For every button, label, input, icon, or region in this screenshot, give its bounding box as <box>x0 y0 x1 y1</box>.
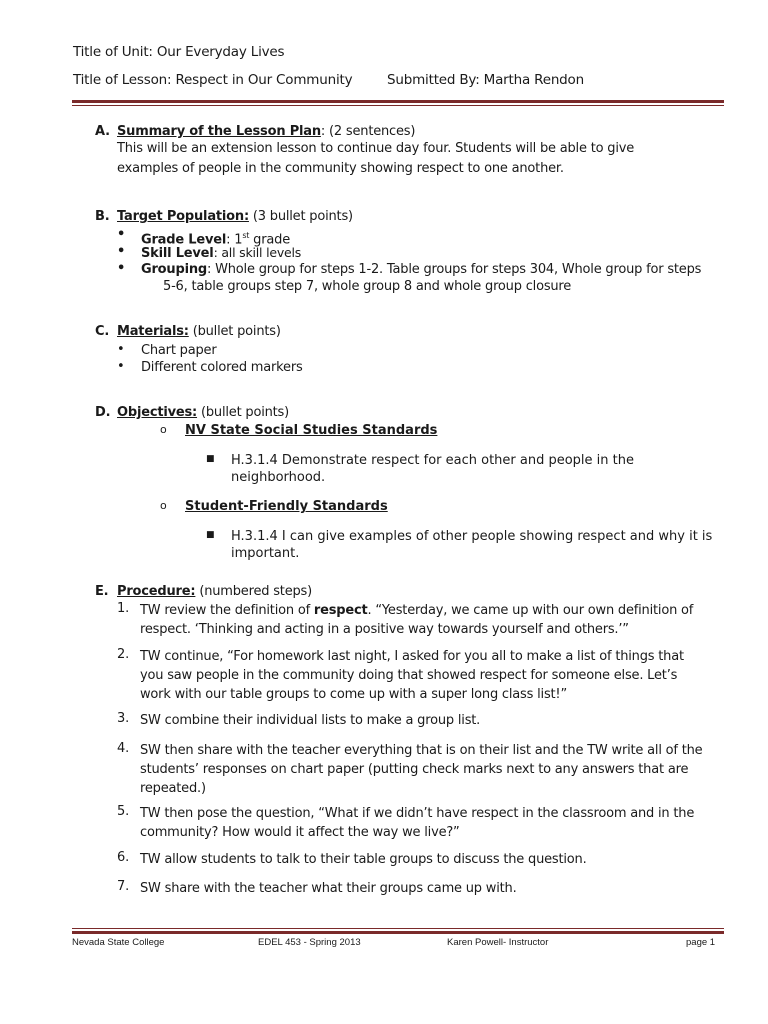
section-a-summary: This will be an extension lesson to continue day four. Students will be able to give examples of people in the community showing respect to one another. <box>117 141 635 176</box>
section-c-heading: C. Materials: (bullet points) <box>95 324 281 339</box>
footer-college: Nevada State College <box>72 937 165 948</box>
lesson-title-row <box>73 72 713 88</box>
section-a-heading: A. Summary of the Lesson Plan: (2 sentences) <box>95 124 416 139</box>
submitted-by: Submitted By: Martha Rendon <box>387 72 584 88</box>
unit-title: Title of Unit: Our Everyday Lives <box>73 44 285 60</box>
header-rule-thick <box>72 100 724 103</box>
footer-page-number: page 1 <box>686 937 716 948</box>
section-d-heading: D. Objectives: (bullet points) <box>95 405 289 420</box>
header-rule-thin <box>72 105 724 106</box>
footer-rule-thin <box>72 928 724 929</box>
section-e-heading: E. Procedure: (numbered steps) <box>95 584 312 599</box>
footer-rule-thick <box>72 931 724 934</box>
footer-course: EDEL 453 - Spring 2013 <box>258 937 361 948</box>
footer-instructor: Karen Powell- Instructor <box>447 937 549 948</box>
lesson-title: Title of Lesson: Respect in Our Community <box>73 72 353 88</box>
document-page: Title of Unit: Our Everyday Lives Title of Lesson: Respect in Our Community Submitted By: Martha Rendon A. Summary of the Lesson Plan: (2 sentences) This will be an extension lesson to continue day four. Students will be able to give examples of people in the community showing respect to one another. B. Target Population: (3 bullet points) • Grade Level: 1st grade • Skill Level: all skill levels • Grouping: Whole group for steps 1-2. Table groups for steps 304, Whole group for steps 5-6, table groups step 7, whole group 8 and whole group closure C. Materials: (bullet points) • Chart paper • Different colored markers D. Objectives: (bullet points) o NV State Social Studies Standards ■ H.3.1.4 Demonstrate respect for each other and people in the neighborhood. o Student-Friendly Standards ■ H.3.1.4 I can give examples of other people showing respect and why it is important. E. Procedure: (numbered steps) 1. TW review the definition of respect. “Yesterday, we came up with our own definition of respect. ‘Thinking and acting in a positive way towards yourself and others.’” 2. TW continue, “For homework last night, I asked for you all to make a list of things that you saw people in the community doing that showed respect for someone else. Let’s work with our table groups to come up with a super long class list!” 3. SW combine their individual lists to make a group list. 4. SW then share with the teacher everything that is on their list and the TW write all of the students’ responses on chart paper (putting check marks next to any answers that are repeated.) 5. TW then pose the question, “What if we didn’t have respect in the classroom and in the community? How would it affect the way we live?” 6. TW allow students to talk to their table groups to discuss the question. 7. SW share with the teacher what their groups came up with. Nevada State College EDEL 453 - Spring 2013 Karen Powell- Instructor page 1 <box>0 0 768 1024</box>
section-b-heading: B. Target Population: (3 bullet points) <box>95 209 353 224</box>
